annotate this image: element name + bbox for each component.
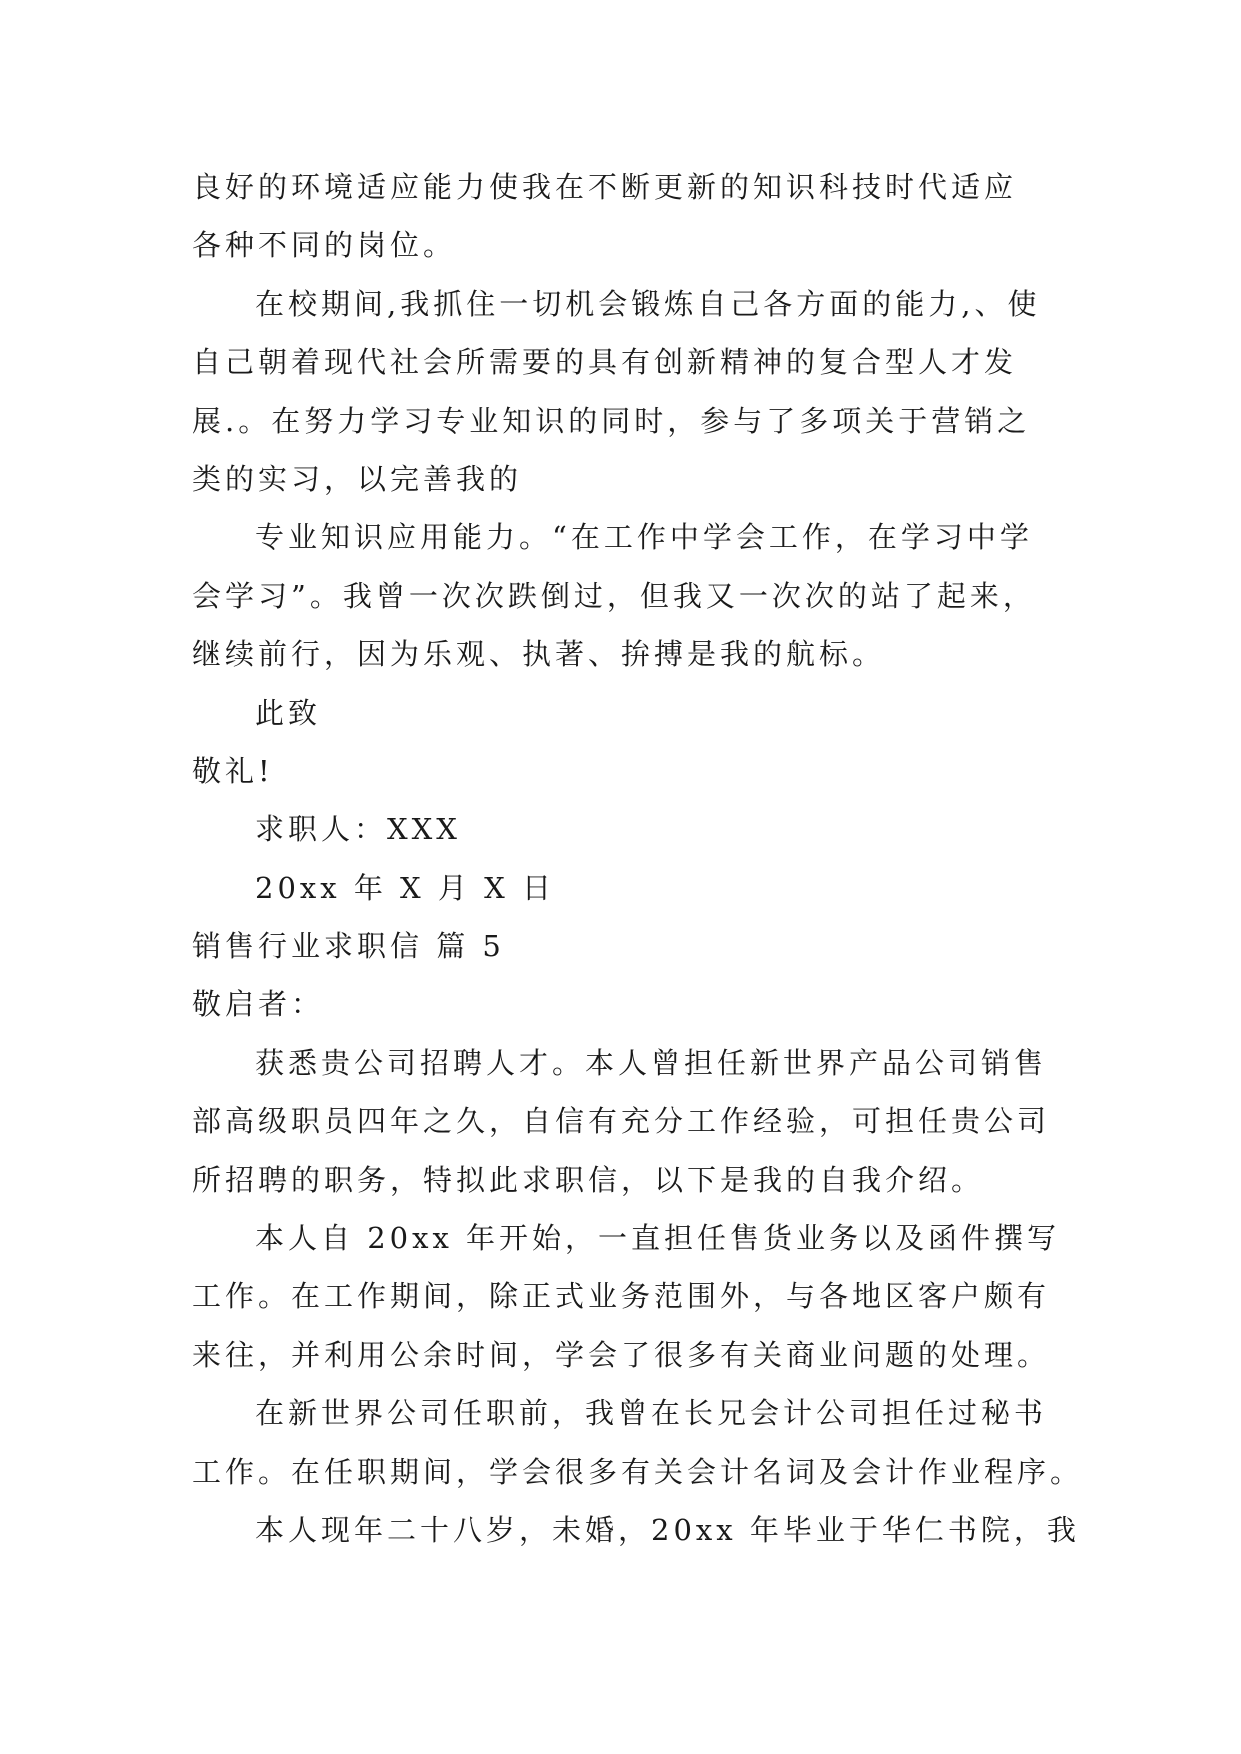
closing-salutation: 此致 (255, 695, 322, 730)
text-line: 继续前行，因为乐观、执著、拚搏是我的航标。 (192, 637, 886, 672)
applicant-signature: 求职人：XXX (255, 812, 461, 847)
letter-greeting: 敬启者： (192, 987, 325, 1022)
text-line: 工作。在任职期间，学会很多有关会计名词及会计作业程序。 (192, 1454, 1084, 1489)
text-line: 本人现年二十八岁，未婚，20xx 年毕业于华仁书院，我 (255, 1512, 1080, 1547)
text-line: 部高级职员四年之久，自信有充分工作经验，可担任贵公司 (192, 1104, 1051, 1139)
text-line: 自己朝着现代社会所需要的具有创新精神的复合型人才发 (192, 345, 1018, 380)
text-line: 会学习”。我曾一次次跌倒过，但我又一次次的站了起来， (192, 578, 1036, 613)
document-body (192, 158, 1084, 1559)
text-line: 来往，并利用公余时间，学会了很多有关商业问题的处理。 (192, 1337, 1051, 1372)
text-line: 本人自 20xx 年开始，一直担任售货业务以及函件撰写 (255, 1221, 1061, 1256)
text-line: 所招聘的职务，特拟此求职信，以下是我的自我介绍。 (192, 1162, 985, 1197)
text-line: 工作。在工作期间，除正式业务范围外，与各地区客户颇有 (192, 1279, 1051, 1314)
text-line: 良好的环境适应能力使我在不断更新的知识科技时代适应 (192, 170, 1018, 204)
text-line: 各种不同的岗位。 (192, 228, 457, 263)
text-line: 类的实习，以完善我的 (192, 461, 523, 496)
letter-date: 20xx 年 X 月 X 日 (255, 870, 555, 905)
text-line: 展.。在努力学习专业知识的同时，参与了多项关于营销之 (192, 403, 1031, 438)
text-line: 获悉贵公司招聘人才。本人曾担任新世界产品公司销售 (255, 1045, 1048, 1080)
section-heading: 销售行业求职信 篇 5 (192, 929, 505, 964)
text-line: 在校期间,我抓住一切机会锻炼自己各方面的能力,、使 (255, 286, 1041, 321)
text-line: 在新世界公司任职前，我曾在长兄会计公司担任过秘书 (255, 1396, 1048, 1431)
closing-regards: 敬礼! (192, 753, 274, 788)
text-line: 专业知识应用能力。“在工作中学会工作，在学习中学 (255, 520, 1033, 555)
